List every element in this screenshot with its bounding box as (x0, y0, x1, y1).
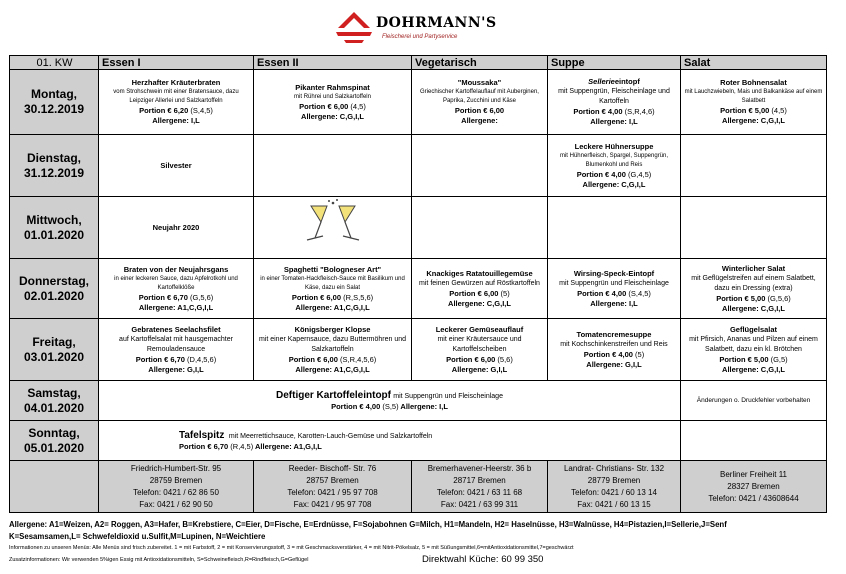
day-cell (10, 135, 99, 197)
logo-emblem-icon (330, 6, 378, 46)
menu-cell-suppe (548, 197, 681, 259)
dish-price (550, 350, 678, 360)
price-value: Portion € 6,70 (135, 354, 185, 364)
additive-codes: (G,5,6) (189, 292, 214, 302)
branch-fax: Fax: 0421 / 63 99 311 (440, 499, 519, 509)
allergen-legend-line1: Allergene: A1=Weizen, A2= Roggen, A3=Hafer, B=Krebstiere, C=Eier, D=Fische, E=Erdnüsse, F=Sojabohnen G=Milch, H1=Mandeln, H2= Haselnüsse, H3=Walnüsse, H4=Pistazien,I=Sellerie,J=Senf (9, 520, 727, 529)
additive-info: Informationen zu unseren Menüs: Alle Menüs sind frisch zubereitet. 1 = mit Farbstoff, 2 = mit Konservierungsstoff, 3 = mit Geschmacksverstärker, 4 = mit Nitrit-Pökelsalz, 5 = mit Süßungsmittel,6=mitAntioxidationsmittel,7=geschwärzt (9, 545, 574, 551)
branch-street: Landrat- Christians- Str. 132 (563, 463, 665, 473)
additive-codes: (R,S,5,6) (343, 292, 374, 302)
dish-description: mit feinen Gewürzen auf Röstkartoffeln (419, 279, 540, 287)
dish-allergens: Allergene: C,G,I,L (722, 303, 785, 313)
additive-codes: (S,5) (382, 401, 399, 411)
dish-price (101, 355, 251, 365)
branch-fax: Fax: 0421 / 60 13 15 (577, 499, 651, 509)
dish-price (101, 293, 251, 303)
dish-allergens: Allergene: C,G,I,L (582, 179, 646, 189)
price-value: Portion € 6,70 (138, 292, 188, 302)
dish-line (101, 390, 678, 402)
price-value: Portion € 6,00 (288, 354, 338, 364)
dish-title: Spaghetti "Bologneser Art" (283, 264, 382, 274)
day-name: Freitag, (32, 334, 76, 349)
menu-cell-salat (681, 197, 827, 259)
dish-title: Gebratenes Seelachsfilet (131, 324, 221, 334)
branch-address (681, 461, 827, 513)
day-name: Samstag, (27, 385, 81, 400)
day-name: Montag, (31, 87, 77, 101)
additive-codes: (S,4,5) (190, 106, 213, 115)
branch-city: 28327 Bremen (727, 481, 780, 491)
dish-price (414, 289, 545, 299)
holiday-label: Neujahr 2020 (152, 222, 200, 232)
dish-description: mit Meerrettichsauce, Karotten-Lauch-Gemüse und Salzkartoffeln (228, 432, 433, 440)
menu-cell-essen2 (254, 259, 412, 319)
menu-cell-salat (681, 135, 827, 197)
menu-cell-salat (681, 319, 827, 381)
dish-price (256, 355, 409, 365)
day-row-sonntag (10, 421, 827, 461)
price-value: Portion € 6,00 (299, 101, 349, 111)
dish-title: Leckere Hühnersuppe (574, 141, 654, 151)
dish-description: mit Geflügelstreifen auf einem Salatbett, dazu ein Dressing (extra) (691, 274, 816, 292)
branch-city: 28779 Bremen (587, 475, 641, 485)
branch-fax: Fax: 0421 / 62 90 50 (139, 499, 213, 509)
branch-phone: Telefon: 0421 / 62 86 50 (133, 487, 219, 497)
day-date: 01.01.2020 (23, 227, 85, 242)
menu-cell-vegetarisch (412, 70, 548, 135)
menu-cell-essen2 (254, 70, 412, 135)
day-date: 30.12.2019 (23, 102, 85, 116)
address-row (10, 461, 827, 513)
dish-allergens: Allergene: C,G,I,L (448, 298, 511, 308)
dish-price (101, 106, 251, 116)
dish-price (256, 102, 409, 112)
price-value: Portion € 6,00 (449, 288, 499, 298)
dish-description: mit einer Kräutersauce und Kartoffelscheiben (437, 335, 522, 353)
day-name: Donnerstag, (18, 273, 89, 288)
price-value: Portion € 4,00 (577, 288, 627, 298)
dish-description: mit Kochschinkenstreifen und Reis (560, 340, 668, 348)
address-blank-cell (10, 461, 99, 513)
dish-price: Portion € 6,00 (454, 106, 505, 115)
menu-cell-essen1 (99, 319, 254, 381)
dish-description: mit einer Kapernsauce, dazu Buttermöhren und Salzkartoffeln (258, 335, 407, 353)
disclaimer-note: Änderungen o. Druckfehler vorbehalten (681, 381, 827, 421)
dish-allergens: Allergene: C,G,I,L (722, 364, 785, 374)
additive-codes: (R,4,5) (230, 441, 254, 451)
additive-codes: (5) (500, 288, 510, 298)
day-date: 02.01.2020 (23, 288, 85, 303)
dish-description: mit Hühnerfleisch, Spargel, Suppengrün, Blumenkohl und Reis (559, 152, 669, 168)
day-name: Dienstag, (26, 150, 81, 165)
additive-codes: (D,4,5,6) (187, 354, 217, 364)
dish-title: Knackiges Ratatouillegemüse (426, 268, 533, 278)
dish-title (550, 77, 678, 87)
column-header-essen1: Essen I (99, 56, 254, 70)
day-cell (10, 70, 99, 135)
empty-cell (681, 421, 827, 461)
dish-allergens: Allergene: I,L (400, 401, 448, 411)
dish-title: Geflügelsalat (729, 324, 778, 334)
dish-line (179, 430, 678, 442)
menu-cell-essen2 (254, 319, 412, 381)
dish-title: Braten von der Neujahrsgans (123, 264, 229, 274)
dish-description: auf Kartoffelsalat mit hausgemachter Remouladensauce (119, 335, 233, 353)
day-cell (10, 197, 99, 259)
dish-price (683, 106, 824, 116)
dish-description: vom Strohschwein mit einer Bratensauce, dazu Leipziger Allerlei und Salzkartoffeln (113, 89, 239, 104)
column-header-suppe: Suppe (548, 56, 681, 70)
price-value: Portion € 5,00 (720, 106, 770, 115)
additive-codes: (5) (635, 349, 645, 359)
branch-phone: Telefon: 0421 / 60 13 14 (571, 487, 657, 497)
day-date: 04.01.2020 (23, 400, 85, 415)
column-header-vegetarisch: Vegetarisch (412, 56, 548, 70)
price-value: Portion € 4,00 (576, 169, 626, 179)
dish-allergens: Allergene: G,I,L (148, 364, 204, 374)
menu-cell-essen2 (254, 135, 412, 197)
branch-city: 28717 Bremen (453, 475, 506, 485)
branch-city: 28759 Bremen (149, 475, 203, 485)
dish-allergens: Allergene: (461, 116, 498, 125)
day-date: 03.01.2020 (23, 349, 85, 364)
price-value: Portion € 5,00 (716, 293, 766, 303)
day-row-mittwoch (10, 197, 827, 259)
day-name: Mittwoch, (26, 212, 82, 227)
dish-allergens: Allergene: G,I,L (451, 364, 508, 374)
dish-allergens: Allergene: G,I,L (586, 359, 642, 369)
dish-title: Leckerer Gemüseauflauf (435, 324, 524, 334)
day-row-samstag (10, 381, 827, 421)
dish-allergens: Allergene: I,L (590, 298, 638, 308)
dish-description: in einer leckeren Sauce, dazu Apfelrotkohl und Kartoffelklöße (114, 275, 238, 291)
dish-price (414, 355, 545, 365)
menu-cell-essen1 (99, 70, 254, 135)
price-value: Portion € 4,00 (583, 349, 633, 359)
price-value: Portion € 6,00 (291, 292, 342, 302)
dish-title: "Moussaka" (457, 78, 502, 87)
dish-title-italic: Sellerie (588, 77, 615, 86)
menu-cell-suppe (548, 319, 681, 381)
day-name: Sonntag, (28, 425, 80, 440)
dish-allergens: Allergene: A1,C,G,I,L (138, 302, 214, 312)
dish-allergens: Allergene: C,G,I,L (722, 116, 785, 125)
dish-description: Griechischer Kartoffelauflauf mit Auberginen, Paprika, Zucchini und Käse (420, 89, 539, 104)
menu-cell-essen1 (99, 197, 254, 259)
brand-name: DOHRMANN'S (376, 15, 497, 31)
price-value: Portion € 6,70 (179, 441, 229, 451)
price-value: Portion € 4,00 (331, 401, 381, 411)
dish-price (550, 289, 678, 299)
dish-title: Tafelspitz (179, 429, 225, 441)
price-value: Portion € 5,00 (719, 354, 769, 364)
menu-cell-vegetarisch (412, 197, 548, 259)
dish-description: mit Suppengrün, Fleischeinlage und Kartoffeln (558, 88, 670, 105)
day-cell (10, 381, 99, 421)
dish-title: Wirsing-Speck-Eintopf (573, 268, 655, 278)
dish-allergens: Allergene: A1,G,I,L (255, 441, 322, 451)
day-cell (10, 319, 99, 381)
dish-allergens: Allergene: I,L (590, 117, 638, 126)
additive-codes: (G,5,6) (767, 293, 791, 303)
branch-address (99, 461, 254, 513)
menu-cell-essen2 (254, 197, 412, 259)
branch-address (254, 461, 412, 513)
dish-allergens: Allergene: A1,C,G,I,L (295, 302, 370, 312)
menu-cell-vegetarisch (412, 259, 548, 319)
menu-cell-suppe (548, 70, 681, 135)
additive-codes: (5,6) (497, 354, 513, 364)
branch-phone: Telefon: 0421 / 63 11 68 (436, 487, 523, 497)
day-row-freitag (10, 319, 827, 381)
dish-title: Winterlicher Salat (721, 263, 786, 273)
additive-codes: (S,R,4,6) (624, 107, 655, 116)
holiday-label: Silvester (160, 160, 192, 170)
dish-title-rest: eintopf (614, 77, 640, 86)
branch-address (548, 461, 681, 513)
menu-cell-essen1 (99, 135, 254, 197)
additive-codes: (S,4,5) (628, 288, 651, 298)
dish-price (550, 107, 678, 117)
menu-cell-vegetarisch (412, 135, 548, 197)
branch-street: Bremerhavener-Heerstr. 36 b (427, 463, 532, 473)
dish-title: Tomatencremesuppe (576, 329, 652, 339)
additive-codes: (S,R,4,5,6) (340, 354, 377, 364)
header-row (10, 56, 827, 70)
branch-address (412, 461, 548, 513)
additive-codes: (G,5) (770, 354, 788, 364)
day-date: 05.01.2020 (23, 440, 85, 455)
dish-title: Pikanter Rahmspinat (295, 82, 370, 92)
dish-description: mit Lauchzwiebeln, Mais und Balkankäse auf einem Salatbett (684, 89, 823, 104)
additive-codes: (4,5) (350, 101, 366, 111)
day-row-montag (10, 70, 827, 135)
champagne-toast-icon (293, 198, 373, 252)
dish-price (256, 293, 409, 303)
dish-allergens: Allergene: I,L (152, 116, 200, 125)
dish-allergens: Allergene: C,G,I,L (301, 111, 364, 121)
dish-title: Königsberger Klopse (294, 324, 371, 334)
day-date: 31.12.2019 (23, 165, 85, 180)
dish-price (683, 355, 824, 365)
extra-info: Zusatzinformationen: Wir verwenden 5%igen Essig mit Antioxidationsmitteln, S=Schweinefleisch,R=Rindfleisch,G=Geflügel (9, 557, 309, 563)
column-header-essen2: Essen II (254, 56, 412, 70)
menu-cell-salat (681, 259, 827, 319)
dish-title: Herzhafter Kräuterbraten (131, 78, 221, 87)
dish-description: in einer Tomaten-Hackfleisch-Sauce mit Basilikum und Käse, dazu ein Salat (260, 275, 405, 291)
allergen-legend-line2: K=Sesamsamen,L= Schwefeldioxid u.Sulfit,M=Lupinen, N=Weichtiere (9, 532, 266, 541)
dish-title: Roter Bohnensalat (720, 78, 787, 87)
dish-description: mit Rührei und Salzkartoffeln (294, 93, 371, 100)
day-row-donnerstag (10, 259, 827, 319)
column-header-salat: Salat (681, 56, 827, 70)
branch-phone: Telefon: 0421 / 43608644 (708, 493, 799, 503)
weekend-menu-cell (99, 421, 681, 461)
dish-description: mit Suppengrün und Fleischeinlage (393, 392, 503, 400)
weekly-menu-table (9, 55, 827, 513)
price-value: Portion € 6,20 (139, 106, 189, 115)
branch-street: Friedrich-Humbert-Str. 95 (130, 463, 222, 473)
brand-logo (330, 6, 520, 48)
dish-description: mit Suppengrün und Fleischeinlage (559, 279, 669, 287)
dish-price (683, 294, 824, 304)
dish-price (550, 170, 678, 180)
branch-street: Reeder- Bischoff- Str. 76 (288, 463, 377, 473)
dish-description: mit Pfirsich, Ananas und Pilzen auf einem Salatbett, dazu ein kl. Brötchen (689, 335, 818, 353)
price-value: Portion € 4,00 (573, 107, 623, 116)
day-row-dienstag (10, 135, 827, 197)
dish-price-line (179, 442, 678, 452)
branch-street: Berliner Freiheit 11 (720, 469, 787, 479)
brand-tagline: Fleischerei und Partyservice (382, 34, 458, 40)
menu-cell-suppe (548, 259, 681, 319)
menu-cell-suppe (548, 135, 681, 197)
additive-codes: (4,5) (771, 106, 787, 115)
price-value: Portion € 6,00 (446, 354, 496, 364)
menu-cell-essen1 (99, 259, 254, 319)
kitchen-direct-line: Direktwahl Küche: 60 99 350 (422, 554, 544, 565)
branch-phone: Telefon: 0421 / 95 97 708 (287, 487, 378, 497)
dish-price-line (101, 402, 678, 412)
branch-city: 28757 Bremen (306, 475, 359, 485)
week-label: 01. KW (10, 56, 99, 70)
menu-cell-vegetarisch (412, 319, 548, 381)
dish-title: Deftiger Kartoffeleintopf (276, 389, 391, 401)
dish-allergens: Allergene: A1,C,G,I,L (295, 364, 370, 374)
menu-cell-salat (681, 70, 827, 135)
day-cell (10, 421, 99, 461)
additive-codes: (G,4,5) (627, 169, 652, 179)
weekend-menu-cell (99, 381, 681, 421)
day-cell (10, 259, 99, 319)
branch-fax: Fax: 0421 / 95 97 708 (293, 499, 372, 509)
